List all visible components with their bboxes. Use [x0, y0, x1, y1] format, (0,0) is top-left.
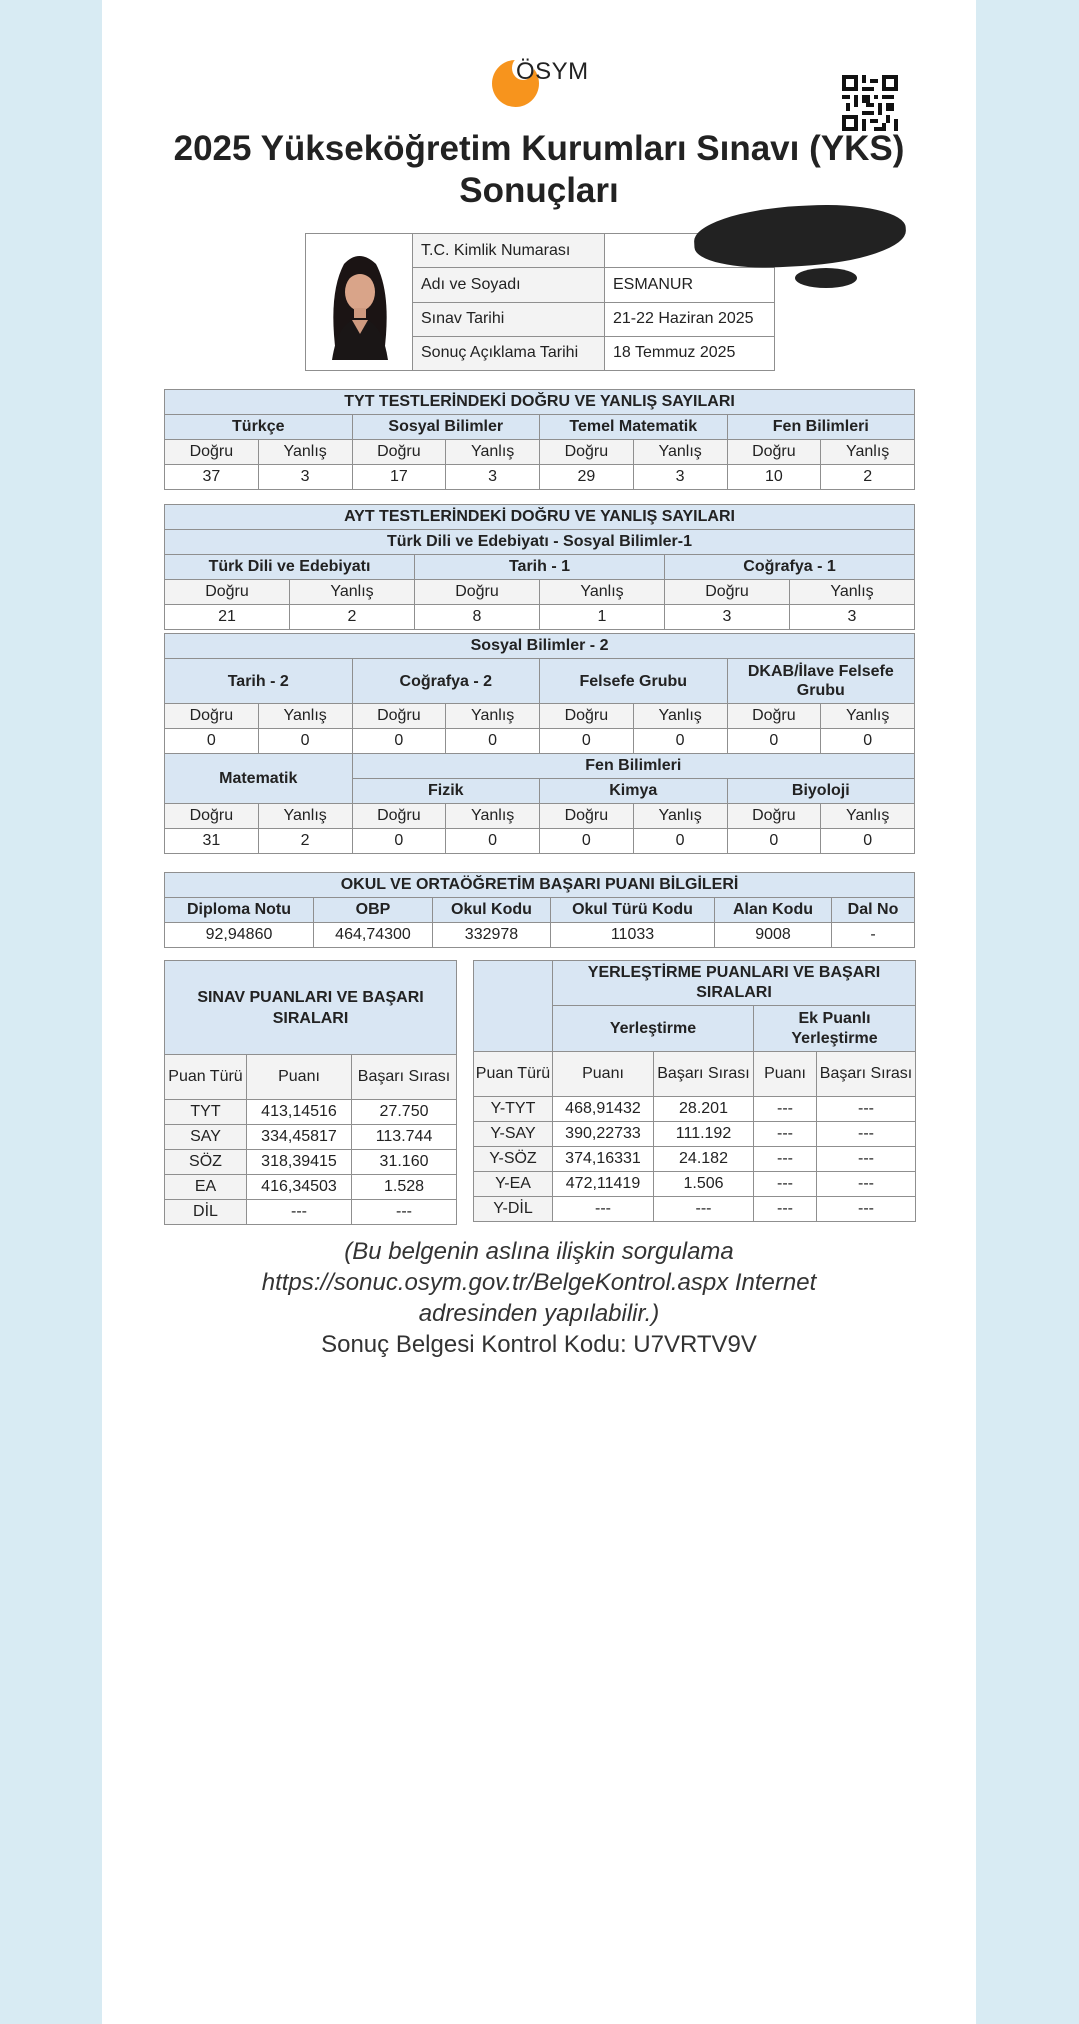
okul-value: 332978: [433, 923, 551, 948]
value-cell: 31: [165, 829, 259, 854]
yerlestirme-cell: ---: [817, 1097, 916, 1122]
identity-label-exam-date: Sınav Tarihi: [413, 302, 605, 336]
yerlestirme-cell: ---: [654, 1197, 754, 1222]
col-yanlis: Yanlış: [446, 704, 540, 729]
ayt-subject: Coğrafya - 1: [665, 555, 915, 580]
okul-value: -: [832, 923, 915, 948]
okul-title: OKUL VE ORTAÖĞRETİM BAŞARI PUANI BİLGİLERİ: [165, 873, 915, 898]
okul-header: OBP: [314, 898, 433, 923]
sinav-table: [164, 960, 457, 1225]
identity-label-name: Adı ve Soyadı: [413, 268, 605, 302]
okul-value: 92,94860: [165, 923, 314, 948]
yerlestirme-header: Başarı Sırası: [654, 1052, 754, 1097]
yerlestirme-cell: 374,16331: [553, 1147, 654, 1172]
sinav-cell: 1.528: [352, 1175, 457, 1200]
sinav-cell: ---: [247, 1200, 352, 1225]
candidate-photo: [306, 234, 413, 371]
identity-value-result-date: 18 Temmuz 2025: [605, 336, 775, 370]
identity-value-exam-date: 21-22 Haziran 2025: [605, 302, 775, 336]
sinav-cell: 413,14516: [247, 1100, 352, 1125]
sinav-cell: 31.160: [352, 1150, 457, 1175]
yerlestirme-cell: ---: [817, 1197, 916, 1222]
value-cell: 37: [165, 465, 259, 490]
sinav-cell: SÖZ: [165, 1150, 247, 1175]
identity-label-result-date: Sonuç Açıklama Tarihi: [413, 336, 605, 370]
okul-table: [164, 872, 915, 948]
value-cell: 2: [290, 605, 415, 630]
value-cell: 0: [446, 829, 540, 854]
sinav-header: Puan Türü: [165, 1055, 247, 1100]
ayt-title: AYT TESTLERİNDEKİ DOĞRU VE YANLIŞ SAYILARI: [165, 505, 915, 530]
yerlestirme-cell: 390,22733: [553, 1122, 654, 1147]
ayt-subject: DKAB/İlave Felsefe Grubu: [727, 659, 915, 704]
yerlestirme-corner: [474, 961, 553, 1052]
value-cell: 2: [821, 465, 915, 490]
col-dogru: Doğru: [665, 580, 790, 605]
yerlestirme-cell: ---: [754, 1147, 817, 1172]
value-cell: 0: [352, 829, 446, 854]
yerlestirme-header: Başarı Sırası: [817, 1052, 916, 1097]
identity-label-tc: T.C. Kimlik Numarası: [413, 234, 605, 268]
sinav-title: SINAV PUANLARI VE BAŞARI SIRALARI: [165, 961, 457, 1055]
col-dogru: Doğru: [727, 440, 821, 465]
yerlestirme-cell: Y-DİL: [474, 1197, 553, 1222]
yerlestirme-cell: 472,11419: [553, 1172, 654, 1197]
value-cell: 3: [790, 605, 915, 630]
value-cell: 0: [446, 729, 540, 754]
ayt-group1-title: Türk Dili ve Edebiyatı - Sosyal Bilimler-1: [165, 530, 915, 555]
col-dogru: Doğru: [352, 704, 446, 729]
yerlestirme-table: [473, 960, 916, 1222]
col-yanlis: Yanlış: [821, 440, 915, 465]
yerlestirme-title: YERLEŞTİRME PUANLARI VE BAŞARI SIRALARI: [553, 961, 916, 1006]
ayt-group2-title: Sosyal Bilimler - 2: [165, 634, 915, 659]
okul-value: 464,74300: [314, 923, 433, 948]
yerlestirme-cell: ---: [817, 1147, 916, 1172]
value-cell: 0: [821, 729, 915, 754]
yerlestirme-header: Puanı: [553, 1052, 654, 1097]
col-yanlis: Yanlış: [633, 804, 727, 829]
sinav-header: Puanı: [247, 1055, 352, 1100]
candidate-photo-image: [306, 234, 412, 364]
col-yanlis: Yanlış: [633, 704, 727, 729]
col-yanlis: Yanlış: [540, 580, 665, 605]
ayt-subject: Fizik: [352, 779, 540, 804]
tyt-subject: Türkçe: [165, 415, 353, 440]
identity-value-name: ESMANUR: [605, 268, 775, 302]
ayt-subject: Tarih - 1: [415, 555, 665, 580]
value-cell: 2: [258, 829, 352, 854]
value-cell: 3: [446, 465, 540, 490]
footer-line: (Bu belgenin aslına ilişkin sorgulama: [344, 1238, 734, 1265]
sinav-cell: 113.744: [352, 1125, 457, 1150]
col-yanlis: Yanlış: [258, 440, 352, 465]
yerlestirme-cell: Y-SÖZ: [474, 1147, 553, 1172]
col-yanlis: Yanlış: [290, 580, 415, 605]
col-dogru: Doğru: [352, 440, 446, 465]
sinav-cell: EA: [165, 1175, 247, 1200]
sinav-cell: DİL: [165, 1200, 247, 1225]
okul-value: 9008: [715, 923, 832, 948]
control-code: Sonuç Belgesi Kontrol Kodu: U7VRTV9V: [321, 1331, 757, 1358]
yerlestirme-cell: ---: [817, 1172, 916, 1197]
sinav-cell: 416,34503: [247, 1175, 352, 1200]
col-dogru: Doğru: [165, 440, 259, 465]
value-cell: 0: [727, 729, 821, 754]
value-cell: 0: [633, 729, 727, 754]
ayt-subject: Kimya: [540, 779, 728, 804]
yerlestirme-cell: ---: [754, 1172, 817, 1197]
ayt-table-group2: [164, 633, 915, 854]
tyt-subject: Fen Bilimleri: [727, 415, 915, 440]
value-cell: 10: [727, 465, 821, 490]
sinav-cell: 334,45817: [247, 1125, 352, 1150]
value-cell: 0: [633, 829, 727, 854]
ayt-table-group1: [164, 504, 915, 630]
value-cell: 3: [258, 465, 352, 490]
value-cell: 0: [165, 729, 259, 754]
col-dogru: Doğru: [352, 804, 446, 829]
result-document: [102, 0, 976, 2024]
okul-value: 11033: [551, 923, 715, 948]
value-cell: 1: [540, 605, 665, 630]
okul-header: Diploma Notu: [165, 898, 314, 923]
yerlestirme-cell: ---: [754, 1097, 817, 1122]
ayt-subject: Biyoloji: [727, 779, 915, 804]
value-cell: 17: [352, 465, 446, 490]
col-yanlis: Yanlış: [633, 440, 727, 465]
col-dogru: Doğru: [165, 580, 290, 605]
value-cell: 29: [540, 465, 634, 490]
value-cell: 0: [540, 829, 634, 854]
ayt-subject: Coğrafya - 2: [352, 659, 540, 704]
yerlestirme-header: Puan Türü: [474, 1052, 553, 1097]
col-yanlis: Yanlış: [446, 440, 540, 465]
qr-code-icon: [842, 75, 898, 131]
col-dogru: Doğru: [165, 804, 259, 829]
tyt-subject: Temel Matematik: [540, 415, 728, 440]
sinav-cell: SAY: [165, 1125, 247, 1150]
col-yanlis: Yanlış: [821, 704, 915, 729]
yerlestirme-sub-ek: Ek Puanlı Yerleştirme: [754, 1006, 916, 1052]
yerlestirme-cell: ---: [754, 1197, 817, 1222]
tyt-subject: Sosyal Bilimler: [352, 415, 540, 440]
value-cell: 0: [352, 729, 446, 754]
okul-header: Okul Kodu: [433, 898, 551, 923]
value-cell: 8: [415, 605, 540, 630]
verification-url[interactable]: https://sonuc.osym.gov.tr/BelgeKontrol.aspx Internet: [261, 1269, 817, 1296]
col-dogru: Doğru: [540, 804, 634, 829]
footer-note: [162, 1236, 916, 1360]
yerlestirme-cell: 111.192: [654, 1122, 754, 1147]
okul-header: Okul Türü Kodu: [551, 898, 715, 923]
col-dogru: Doğru: [727, 804, 821, 829]
yerlestirme-cell: 24.182: [654, 1147, 754, 1172]
sinav-cell: 27.750: [352, 1100, 457, 1125]
yerlestirme-cell: Y-EA: [474, 1172, 553, 1197]
yerlestirme-cell: ---: [553, 1197, 654, 1222]
okul-header: Alan Kodu: [715, 898, 832, 923]
yerlestirme-cell: 468,91432: [553, 1097, 654, 1122]
yerlestirme-sub: Yerleştirme: [553, 1006, 754, 1052]
value-cell: 0: [821, 829, 915, 854]
yerlestirme-cell: ---: [754, 1122, 817, 1147]
col-yanlis: Yanlış: [446, 804, 540, 829]
ayt-subject: Felsefe Grubu: [540, 659, 728, 704]
value-cell: 0: [540, 729, 634, 754]
col-yanlis: Yanlış: [258, 704, 352, 729]
yerlestirme-cell: 1.506: [654, 1172, 754, 1197]
sinav-cell: TYT: [165, 1100, 247, 1125]
yerlestirme-cell: ---: [817, 1122, 916, 1147]
col-dogru: Doğru: [727, 704, 821, 729]
value-cell: 0: [258, 729, 352, 754]
yerlestirme-cell: Y-SAY: [474, 1122, 553, 1147]
value-cell: 0: [727, 829, 821, 854]
value-cell: 3: [633, 465, 727, 490]
col-dogru: Doğru: [540, 704, 634, 729]
footer-line: adresinden yapılabilir.): [418, 1300, 660, 1327]
ayt-math-title: Matematik: [165, 754, 353, 804]
yerlestirme-cell: 28.201: [654, 1097, 754, 1122]
osym-logo: [490, 58, 610, 108]
sinav-header: Başarı Sırası: [352, 1055, 457, 1100]
value-cell: 21: [165, 605, 290, 630]
sinav-cell: ---: [352, 1200, 457, 1225]
col-dogru: Doğru: [415, 580, 540, 605]
page-title: 2025 Yükseköğretim Kurumları Sınavı (YKS) Sonuçları: [173, 129, 905, 210]
col-dogru: Doğru: [540, 440, 634, 465]
sinav-cell: 318,39415: [247, 1150, 352, 1175]
tyt-table: [164, 389, 915, 490]
yerlestirme-header: Puanı: [754, 1052, 817, 1097]
col-yanlis: Yanlış: [821, 804, 915, 829]
tyt-title: TYT TESTLERİNDEKİ DOĞRU VE YANLIŞ SAYILARI: [165, 390, 915, 415]
ayt-subject: Tarih - 2: [165, 659, 353, 704]
osym-logo-text: ÖSYM: [516, 58, 589, 85]
col-dogru: Doğru: [165, 704, 259, 729]
value-cell: 3: [665, 605, 790, 630]
yerlestirme-cell: Y-TYT: [474, 1097, 553, 1122]
okul-header: Dal No: [832, 898, 915, 923]
col-yanlis: Yanlış: [790, 580, 915, 605]
ayt-subject: Türk Dili ve Edebiyatı: [165, 555, 415, 580]
redaction-mark-small: [795, 268, 857, 288]
col-yanlis: Yanlış: [258, 804, 352, 829]
ayt-fen-title: Fen Bilimleri: [352, 754, 915, 779]
